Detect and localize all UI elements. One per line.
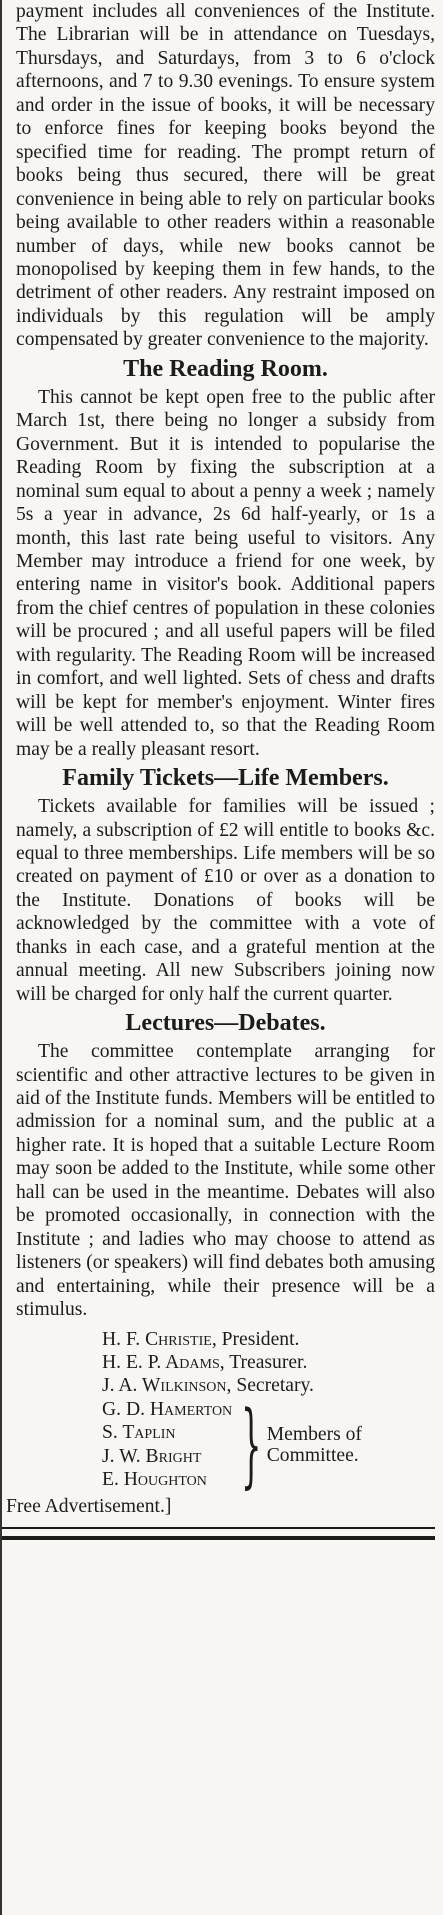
signature-role: President. [221,1328,300,1350]
signature-name: H. E. P. Adams [102,1351,220,1373]
signature-treasurer: H. E. P. Adams, Treasurer. [102,1351,308,1373]
committee-member: G. D. Hamerton [102,1398,233,1420]
double-rule-divider [2,1527,435,1540]
committee-member: E. Houghton [102,1469,207,1490]
family-tickets-paragraph: Tickets available for families will be issued ; namely, a subscription of £2 will entitle to books &c. equal to three memberships. Life members will be so created on payment of £10 or over as a donation to the Institute. Donations of books will be acknowledged by the committee with a vote of thanks in each case, and a grateful mention at the annual meeting. All new Subscribers joining now will be charged for only half the current quarter. [16,796,435,1005]
committee-member: J. W. Bright [102,1445,202,1467]
signature-name: J. A. Wilkinson [102,1375,227,1397]
reading-room-paragraph: This cannot be kept open free to the public after March 1st, there being no longer a subsidy from Government. But it is intended to popularise the Reading Room by fixing the subscription at a nominal sum equal to about a penny a week ; namely 5s a year in advance, 2s 6d half-yearly, or 1s a month, this last rate being useful to visitors. Any Member may introduce a friend for one week, by entering name in visitor's book. Additional papers from the chief centres of population in these colonies will be procured ; and all useful papers will be filed with regularity. The Reading Room will be increased in comfort, and well lighted. Sets of chess and drafts will be kept for member's enjoyment. Winter fires will be well attended to, so that the Reading Room may be a really pleasant resort. [16,386,435,760]
heading-lectures: Lectures—Debates. [125,1010,326,1037]
committee-role-line: Members of [266,1423,362,1445]
committee-block [102,1390,435,1498]
footer-note: Free Advertisement.] [6,1496,172,1518]
committee-role [267,1424,362,1466]
committee-role-line: Committee. [266,1444,359,1466]
heading-family-tickets: Family Tickets—Life Members. [62,765,389,792]
signature-role: Secretary. [236,1375,314,1397]
signatures-block [102,1328,435,1498]
committee-member: S. Taplin [102,1422,176,1444]
intro-paragraph: payment includes all conveniences of the Institute. The Librarian will be in attendance on Tuesdays, Thursdays, and Saturdays, from 3 to 6 o'clock afternoons, and 7 to 9.30 evenings. To ensure system and order in the issue of books, it will be necessary to enforce fines for keeping books beyond the specified time for reading. The prompt return of books being thus secured, there will be great convenience in being able to rely on particular books being available to other readers within a reasonable number of days, while new books cannot be monopolised by keeping them in few hands, to the detriment of other readers. Any restraint imposed on individuals by this regulation will be amply compensated by greater convenience to the majority. [16,1,435,351]
lectures-paragraph: The committee contemplate arranging for scientific and other attractive lectures to be given in aid of the Institute funds. Members will be entitled to admission for a nominal sum, and the public at a higher rate. It is hoped that a suitable Lecture Room may soon be added to the Institute, while some other hall can be used in the meantime. Debates will also be promoted occasionally, in connection with the Institute ; and ladies who may choose to attend as listeners (or speakers) will find debates both amusing and entertaining, while their presence will be a stimulus. [16,1041,435,1321]
committee-names [102,1398,232,1492]
heading-reading-room: The Reading Room. [123,355,328,382]
signature-president: H. F. Christie, President. [102,1328,300,1350]
signature-name: H. F. Christie [102,1328,212,1350]
signature-role: Treasurer. [229,1351,308,1373]
brace-icon: } [241,1390,262,1498]
signature-secretary: J. A. Wilkinson, Secretary. [102,1375,314,1397]
